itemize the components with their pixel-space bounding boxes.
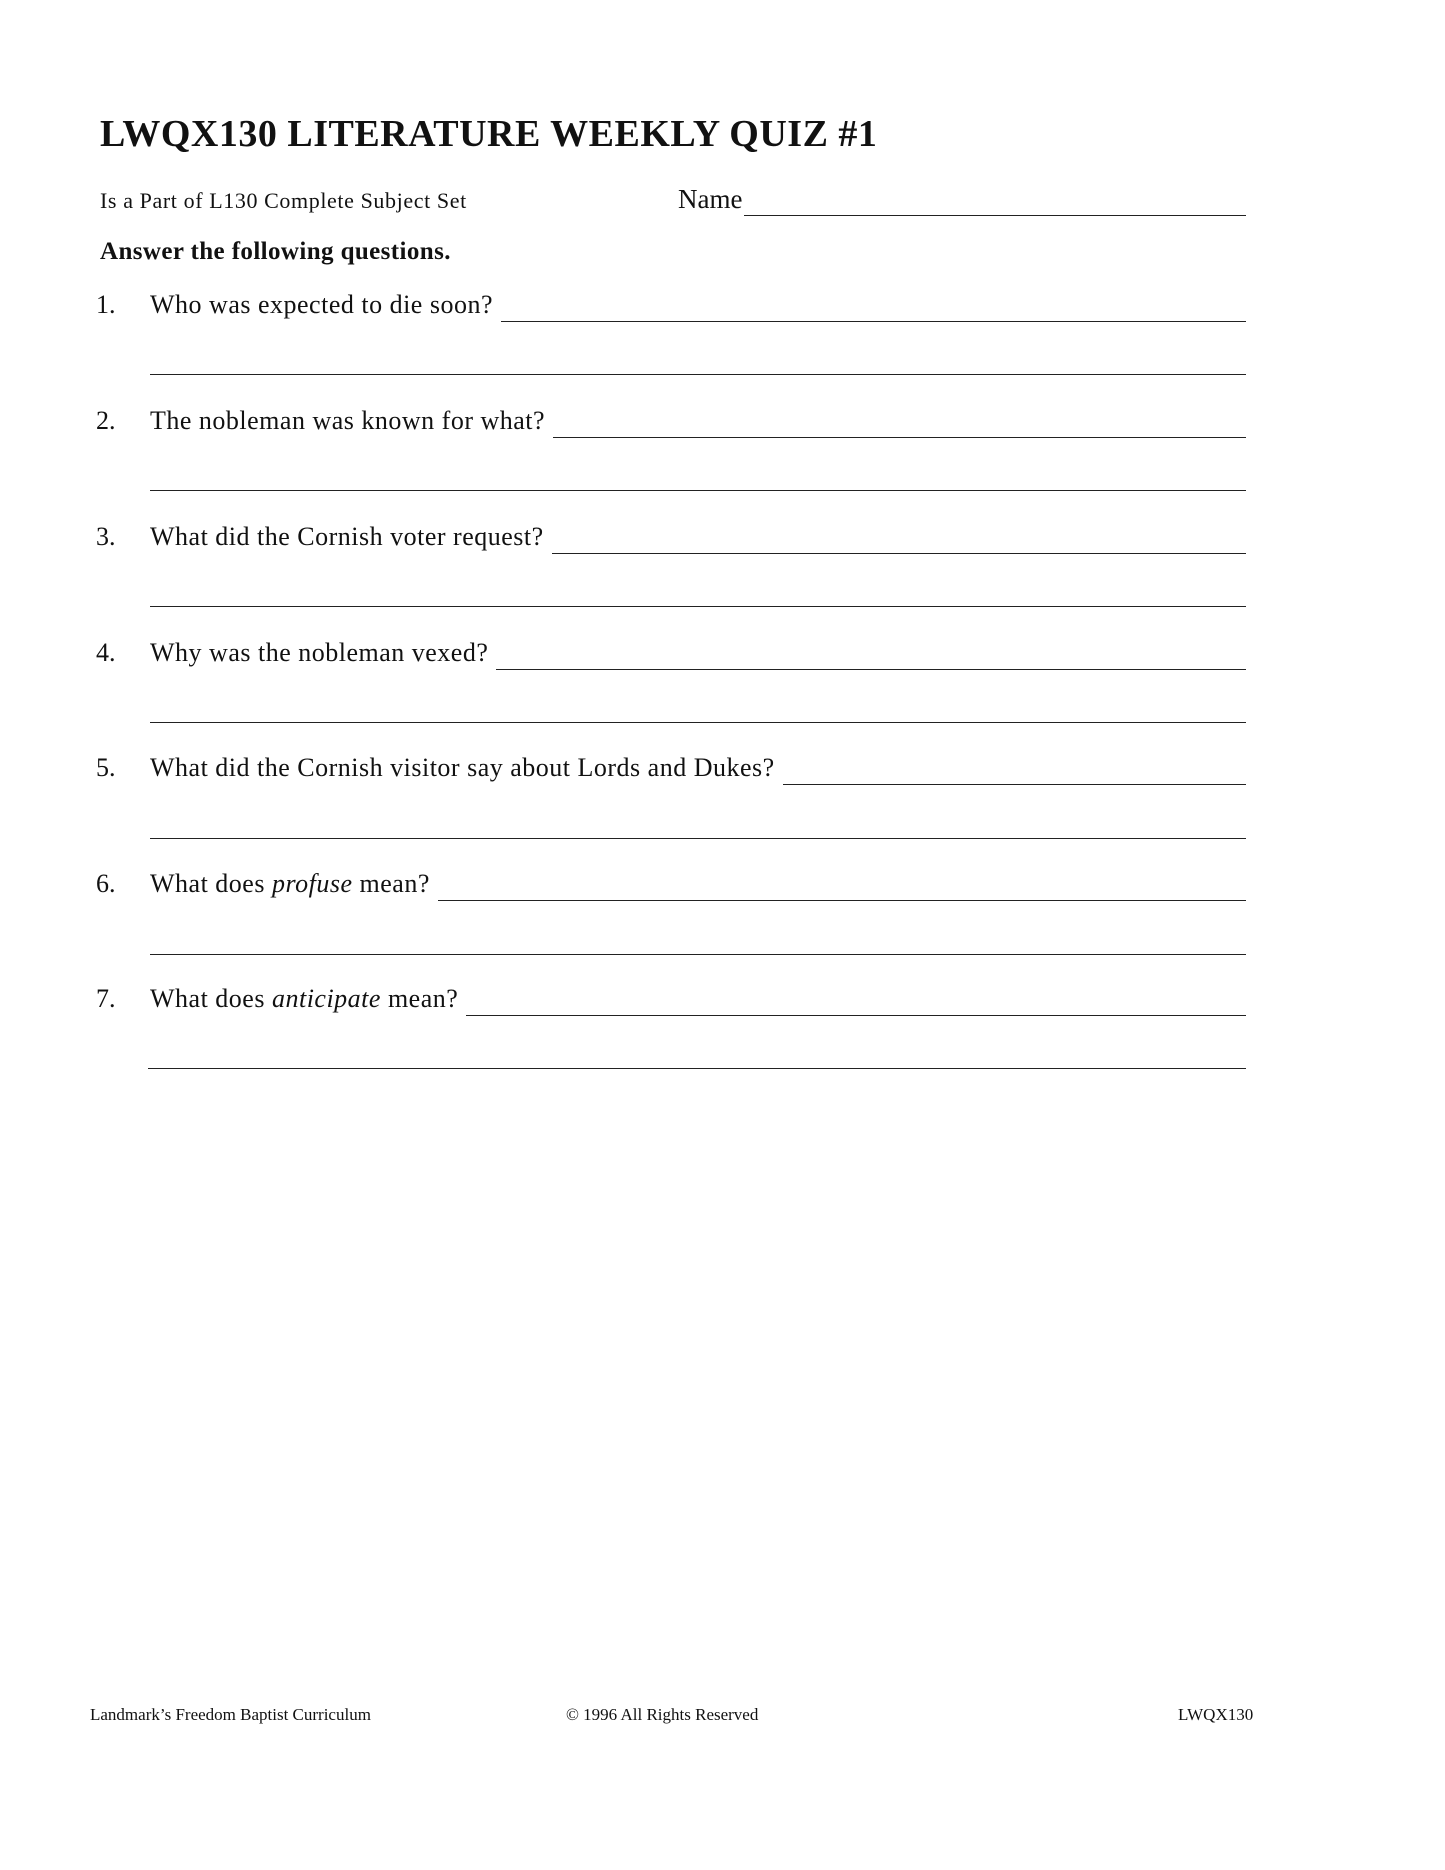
name-blank-line[interactable] [744,185,1246,216]
question-text: Why was the nobleman vexed? [150,638,489,667]
question-number: 7. [96,984,116,1013]
question-number: 2. [96,406,116,435]
question-7 [96,976,1246,1016]
answer-line-5[interactable] [150,838,1246,839]
question-1 [96,282,1246,322]
question-text: Who was expected to die soon? [150,290,494,319]
footer-copyright: © 1996 All Rights Reserved [566,1705,759,1724]
answer-line-6[interactable] [150,954,1246,955]
question-text: What does anticipate mean? [150,984,459,1013]
question-number: 4. [96,638,116,667]
question-number: 5. [96,753,116,782]
instructions: Answer the following questions. [100,238,451,265]
question-3 [96,514,1246,554]
answer-blank-line[interactable] [466,979,1246,1016]
quiz-title: LWQX130 LITERATURE WEEKLY QUIZ #1 [100,113,878,155]
question-5 [96,745,1246,785]
footer-code: LWQX130 [1178,1705,1254,1724]
footer-publisher: Landmark’s Freedom Baptist Curriculum [90,1705,371,1724]
answer-line-1[interactable] [150,374,1246,375]
answer-line-2[interactable] [150,490,1246,491]
name-field[interactable] [678,182,1246,216]
subject-set-note: Is a Part of L130 Complete Subject Set [100,188,467,213]
answer-blank-line[interactable] [438,864,1246,901]
answer-blank-line[interactable] [496,633,1246,670]
question-text: What does profuse mean? [150,869,430,898]
question-text: What did the Cornish voter request? [150,522,544,551]
answer-line-7[interactable] [148,1068,1246,1069]
answer-blank-line[interactable] [783,748,1246,785]
question-number: 6. [96,869,116,898]
answer-blank-line[interactable] [552,517,1246,554]
answer-line-3[interactable] [150,606,1246,607]
question-text: The nobleman was known for what? [150,406,546,435]
answer-line-4[interactable] [150,722,1246,723]
question-number: 3. [96,522,116,551]
question-4 [96,630,1246,670]
question-number: 1. [96,290,116,319]
question-text: What did the Cornish visitor say about Lords and Dukes? [150,753,775,782]
name-label: Name [678,184,743,214]
answer-blank-line[interactable] [553,401,1246,438]
question-6 [96,861,1246,901]
question-2 [96,398,1246,438]
answer-blank-line[interactable] [501,285,1246,322]
